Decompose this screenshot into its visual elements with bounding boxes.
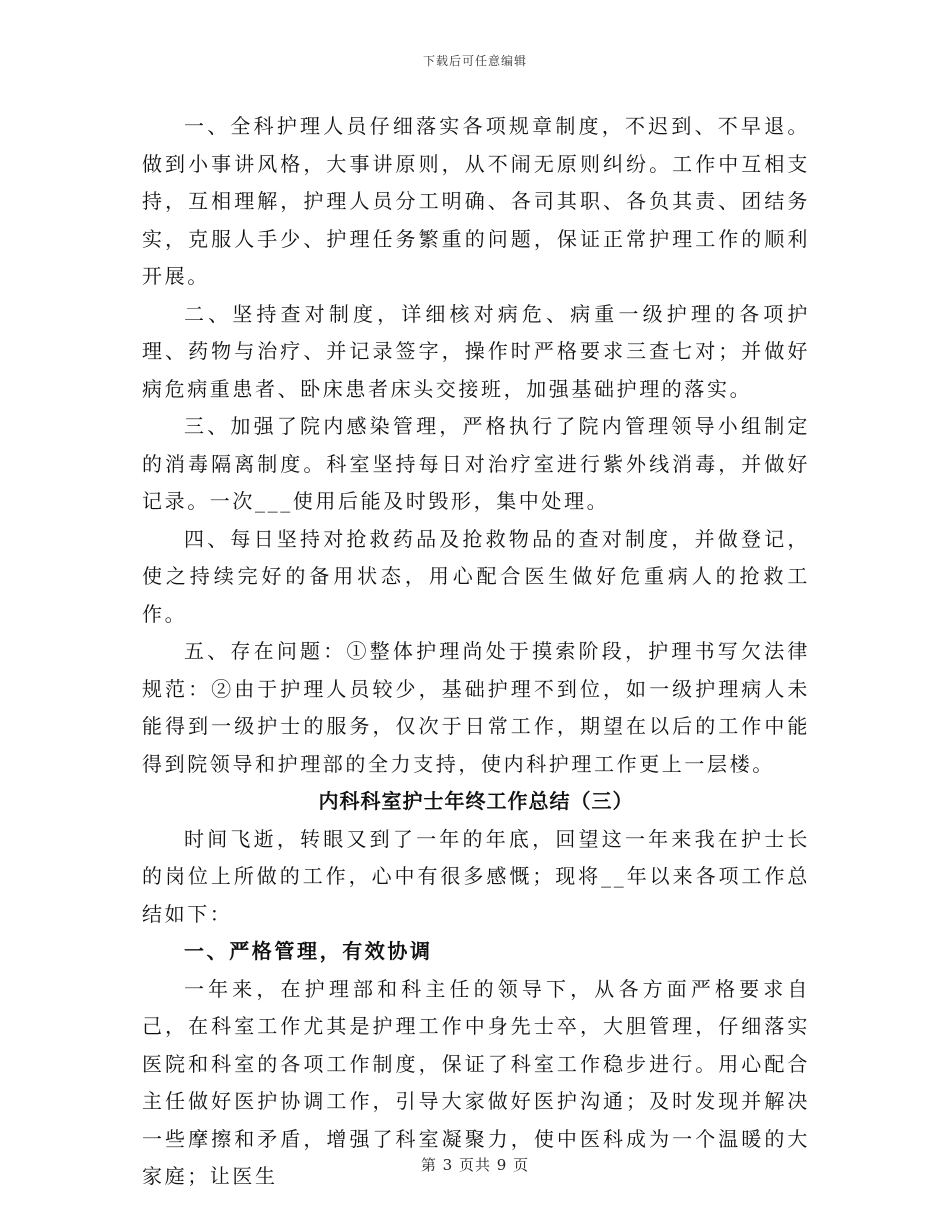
section-subheading: 一、严格管理，有效协调 [184,939,433,963]
section-intro: 时间飞逝，转眼又到了一年的年底，回望这一年来我在护士长的岗位上所做的工作，心中有很多感慨；现将__年以来各项工作总结如下： [142,826,810,926]
document-body [142,108,810,1196]
paragraph-3: 三、加强了院内感染管理，严格执行了院内管理领导小组制定的消毒隔离制度。科室坚持每日对治疗室进行紫外线消毒，并做好记录。一次___使用后能及时毁形，集中处理。 [142,414,810,513]
page-number: 第 3 页共 9 页 [420,1156,530,1174]
header-note: 下载后可任意编辑 [422,54,527,68]
section-body: 一年来，在护理部和科主任的领导下，从各方面严格要求自己，在科室工作尤其是护理工作中身先士卒，大胆管理，仔细落实医院和科室的各项工作制度，保证了科室工作稳步进行。用心配合主任做好医护协调工作，引导大家做好医护沟通；及时发现并解决一些摩擦和矛盾，增强了科室凝聚力，使中医科成为一个温暖的大家庭；让医生 [142,976,810,1188]
paragraph-1: 一、全科护理人员仔细落实各项规章制度，不迟到、不早退。做到小事讲风格，大事讲原则，从不闹无原则纠纷。工作中互相支持，互相理解，护理人员分工明确、各司其职、各负其责、团结务实，克服人手少、护理任务繁重的问题，保证正常护理工作的顺利开展。 [142,114,810,288]
section-title: 内科科室护士年终工作总结（三） [318,789,634,813]
paragraph-2: 二、坚持查对制度，详细核对病危、病重一级护理的各项护理、药物与治疗、并记录签字，操作时严格要求三查七对；并做好病危病重患者、卧床患者床头交接班，加强基础护理的落实。 [142,301,810,401]
paragraph-5: 五、存在问题：①整体护理尚处于摸索阶段，护理书写欠法律规范：②由于护理人员较少，基础护理不到位，如一级护理病人未能得到一级护士的服务，仅次于日常工作，期望在以后的工作中能得到院领导和护理部的全力支持，使内科护理工作更上一层楼。 [142,639,810,776]
paragraph-4: 四、每日坚持对抢救药品及抢救物品的查对制度，并做登记，使之持续完好的备用状态，用心配合医生做好危重病人的抢救工作。 [142,526,810,626]
